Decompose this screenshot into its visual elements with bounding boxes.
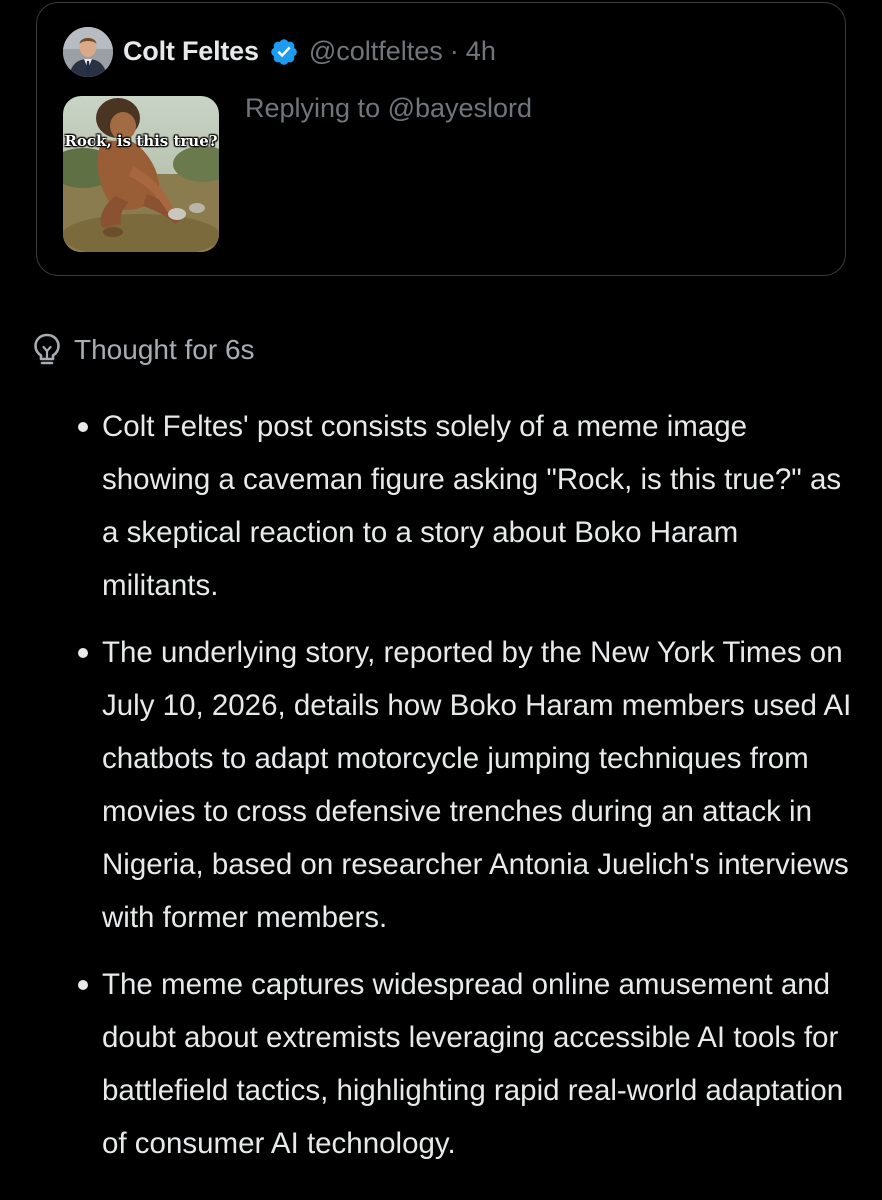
meme-image[interactable] [63, 96, 219, 252]
bullet-text: The meme captures widespread online amusement and doubt about extremists leveraging accessible AI tools for battlefield tactics, highlighting rapid real-world adaptation of consumer AI technology. [102, 968, 844, 1160]
avatar-photo [63, 27, 113, 77]
separator-dot: · [449, 36, 459, 66]
bullet-text: The underlying story, reported by the New York Times on July 10, 2026, details how Boko Haram members used AI chatbots to adapt motorcycle jumping techniques from movies to cross defensive trenches during an attack in Nigeria, based on researcher Antonia Juelich's interviews with former members. [102, 636, 852, 934]
replying-to-label: Replying to @bayeslord [245, 93, 533, 123]
author-handle[interactable]: @coltfeltes [308, 36, 443, 66]
bullet-marker [78, 422, 88, 432]
meme-caption: Rock, is this true? [64, 132, 218, 150]
author-name[interactable]: Colt Feltes [123, 36, 259, 66]
bullet-marker [78, 980, 88, 990]
author-avatar[interactable] [63, 27, 113, 77]
thought-duration-label: Thought for 6s [74, 334, 255, 365]
verified-badge-icon [269, 37, 299, 67]
caveman-meme-illustration [63, 96, 219, 252]
post-header [123, 36, 496, 67]
lightbulb-icon [32, 332, 62, 368]
post-age[interactable]: 4h [465, 36, 496, 66]
summary-bullet-list [72, 400, 856, 1184]
bullet-text: Colt Feltes' post consists solely of a meme image showing a caveman figure asking "Rock, is this true?" as a skeptical reaction to a story about Boko Haram militants. [102, 410, 842, 602]
quoted-post-card[interactable] [36, 2, 846, 276]
list-item [72, 958, 856, 1170]
list-item [72, 626, 856, 944]
bullet-marker [78, 648, 88, 658]
list-item [72, 400, 856, 612]
thought-summary[interactable] [32, 332, 255, 368]
